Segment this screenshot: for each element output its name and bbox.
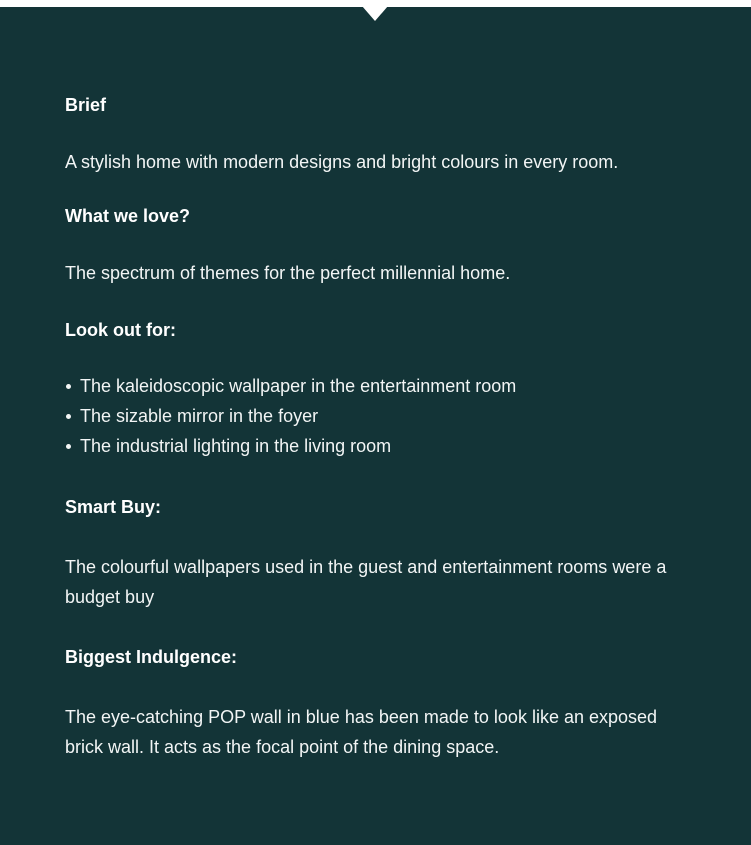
list-item-text: The kaleidoscopic wallpaper in the entertainment room (80, 376, 517, 396)
smart-buy-heading: Smart Buy: (65, 497, 162, 517)
list-item (65, 401, 516, 431)
bullet-icon (66, 414, 71, 419)
smart-buy-text: The colourful wallpapers used in the guest and entertainment rooms were a budget buy (65, 557, 667, 607)
list-item (65, 371, 516, 401)
list-item (65, 431, 516, 461)
brief-text: A stylish home with modern designs and bright colours in every room. (65, 152, 619, 172)
what-we-love-text: The spectrum of themes for the perfect millennial home. (65, 263, 511, 283)
brief-heading: Brief (65, 95, 107, 115)
biggest-indulgence-heading: Biggest Indulgence: (65, 647, 238, 667)
bullet-icon (66, 444, 71, 449)
list-item-text: The sizable mirror in the foyer (80, 406, 319, 426)
look-out-for-heading: Look out for: (65, 320, 176, 340)
biggest-indulgence-text: The eye-catching POP wall in blue has been made to look like an exposed brick wall. It acts as the focal point of the dining space. (65, 707, 658, 757)
list-item-text: The industrial lighting in the living room (80, 436, 392, 456)
bullet-icon (66, 384, 71, 389)
what-we-love-heading: What we love? (65, 206, 191, 226)
pointer-notch-icon (362, 6, 388, 21)
look-out-for-list (65, 371, 516, 461)
